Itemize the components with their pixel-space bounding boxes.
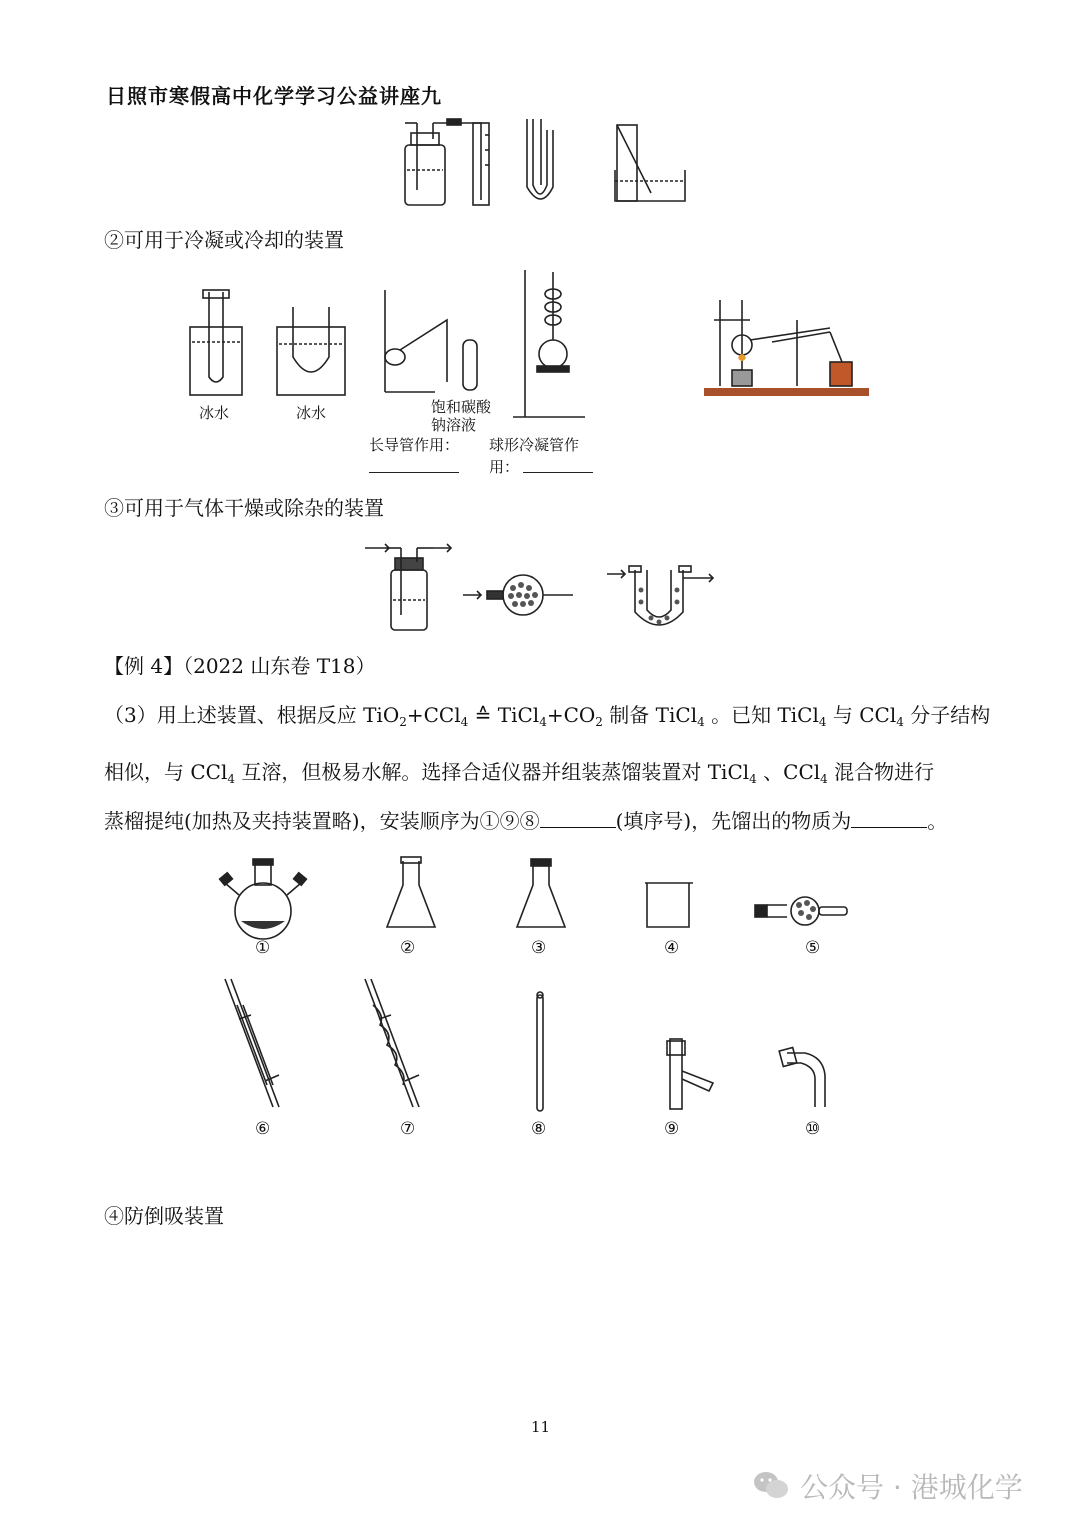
apparatus-row-2-figure (215, 975, 865, 1120)
apparatus-number-2: ② (400, 938, 416, 958)
apparatus-row-1-figure (215, 855, 865, 940)
page-number: 11 (531, 1418, 551, 1436)
apparatus-number-3: ③ (531, 938, 547, 958)
apparatus-number-6: ⑥ (255, 1119, 271, 1139)
apparatus-number-7: ⑦ (400, 1119, 416, 1139)
example-line-3: 蒸榴提纯(加热及夹持装置略)，安装顺序为①⑨⑧ (填序号)，先馏出的物质为 。 (104, 809, 948, 833)
answer-blank-order[interactable] (540, 811, 616, 828)
apparatus-number-10: ⑩ (805, 1119, 821, 1139)
label-saturated-line1: 饱和碳酸 (431, 398, 492, 416)
example-line-1: （3）用上述装置、根据反应 TiO$_2$+CCl$_4$ ≙ $TiCl_4+CO_2$ 制备 TiCl$_4$ 。已知 TiCl$_4$ 与 CCl$_4$ 分子结构 (104, 703, 991, 729)
drying-apparatus-figure (363, 540, 723, 635)
blank-long-tube (369, 472, 459, 473)
wechat-icon (752, 1470, 790, 1500)
label-bulb-condenser-2: 用： (489, 458, 520, 476)
apparatus-number-1: ① (255, 938, 271, 958)
apparatus-number-9: ⑨ (664, 1119, 680, 1139)
distillation-setup-figure (702, 290, 872, 400)
section-4-title: ④防倒吸装置 (104, 1204, 224, 1228)
blank-bulb-condenser (523, 472, 593, 473)
label-saturated-line2: 钠溶液 (431, 416, 477, 434)
example-source: （2022 山东卷 T18） (183, 654, 376, 678)
label-ice-water-1: 冰水 (199, 404, 230, 422)
label-ice-water-2: 冰水 (296, 404, 327, 422)
apparatus-number-8: ⑧ (531, 1119, 547, 1139)
example-tag: 【例 4】 (104, 654, 184, 678)
section-3-title: ③可用于气体干燥或除杂的装置 (104, 496, 384, 520)
example-line-2: 相似，与 CCl$_4$ 互溶，但极易水解。选择合适仪器并组装蒸馏装置对 TiCl$_4$ 、CCl$_4$ 混合物进行 (104, 760, 935, 786)
example-heading (104, 656, 376, 676)
answer-blank-first-distillate[interactable] (851, 811, 927, 828)
apparatus-number-4: ④ (664, 938, 680, 958)
label-bulb-condenser-1: 球形冷凝管作 (489, 436, 580, 454)
page-header-title: 日照市寒假高中化学学习公益讲座九 (106, 84, 442, 108)
label-long-tube: 长导管作用： (369, 436, 460, 454)
condensing-apparatus-figure (185, 262, 595, 422)
section-2-title: ②可用于冷凝或冷却的装置 (104, 228, 344, 252)
watermark-text: 公众号 · 港城化学 (800, 1471, 1023, 1504)
gas-collection-figure (395, 115, 695, 210)
apparatus-number-5: ⑤ (805, 938, 821, 958)
